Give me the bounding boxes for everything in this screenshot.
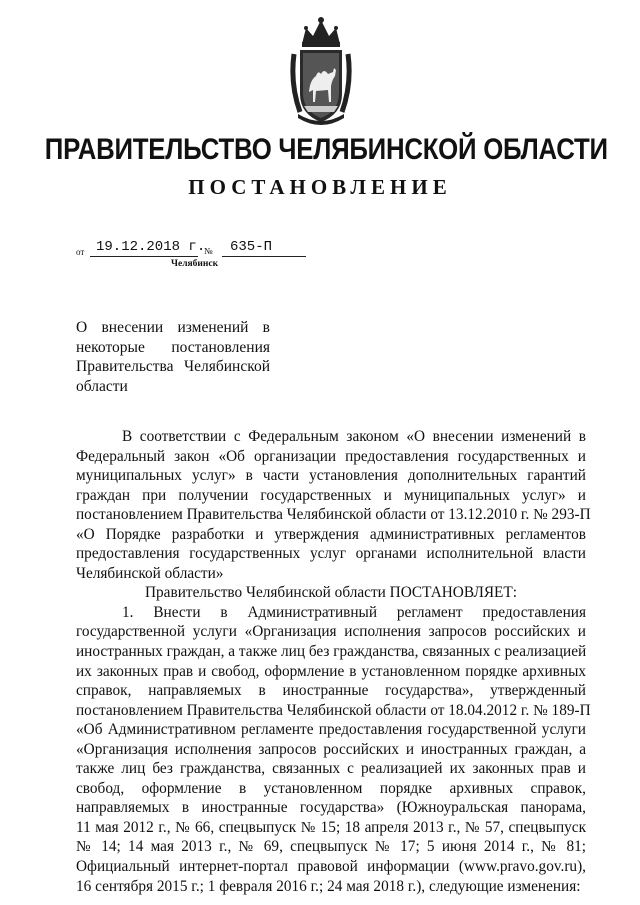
subject-line: Правительства Челябинской <box>76 358 270 375</box>
document-subject <box>76 318 270 396</box>
body-line: иностранных граждан, а также лиц без гражданства, связанных с реализацией <box>76 643 587 661</box>
body-line: Официальный интернет-портал правовой информации (www.pravo.gov.ru), <box>76 858 586 876</box>
body-line: предоставления государственных услуг органами исполнительной власти <box>76 545 586 563</box>
coat-of-arms-emblem <box>288 14 354 130</box>
body-line: 16 сентября 2015 г.; 1 февраля 2016 г.; 24 мая 2018 г.), следующие изменения: <box>76 877 581 895</box>
subject-line: некоторые постановления <box>76 338 270 356</box>
subject-line: О внесении изменений в <box>76 319 270 336</box>
body-line: также лиц без гражданства, связанных с реализацией их законных прав и <box>76 760 586 778</box>
body-line: Федеральный закон «Об организации предоставления государственных и <box>76 447 586 465</box>
body-line: муниципальных услуг» в части установления дополнительных гарантий <box>76 467 586 485</box>
body-line: «О Порядке разработки и утверждения административных регламентов <box>76 525 586 543</box>
number-underline <box>222 256 306 257</box>
subject-line: области <box>76 377 128 395</box>
body-line: В соответствии с Федеральным законом «О внесении изменений в <box>122 428 586 445</box>
city-label: Челябинск <box>171 259 219 269</box>
body-line: государственной услуги «Организация исполнения запросов российских и <box>76 623 586 641</box>
body-line: свобод, оформление в установленном порядке архивных справок, <box>76 779 586 797</box>
body-line: № 14; 14 мая 2013 г., № 69, спецвыпуск № 17; 5 июня 2014 г., № 81; <box>76 838 586 856</box>
body-line: постановлением Правительства Челябинской области от 13.12.2010 г. № 293-П <box>76 506 591 524</box>
document-body <box>76 427 591 896</box>
body-line: справок, направляемых в иностранные государства», утвержденный <box>76 682 586 700</box>
body-line: «Организация исполнения запросов российских и иностранных граждан, а <box>76 740 586 758</box>
document-type-title: ПОСТАНОВЛЕНИЕ <box>188 175 452 199</box>
date-underline <box>90 256 198 257</box>
body-line: 11 мая 2012 г., № 66, спецвыпуск № 15; 18 апреля 2013 г., № 57, спецвыпуск <box>76 818 586 836</box>
number-prefix-label: № <box>204 246 213 256</box>
body-line-resolution: Правительство Челябинской области ПОСТАНОВЛЯЕТ: <box>144 584 517 602</box>
body-line: направляемых в иностранные государства» (Южноуральская панорама, <box>76 799 586 817</box>
document-date: 19.12.2018 г. <box>96 239 206 255</box>
body-line: Челябинской области» <box>76 564 224 582</box>
body-line: постановлением Правительства Челябинской области от 18.04.2012 г. № 189-П <box>76 701 591 719</box>
date-prefix-label: от <box>76 247 85 257</box>
body-line: «Об Административном регламенте предоставления государственной услуги <box>76 721 586 739</box>
body-line: граждан при получении государственных и муниципальных услуг» и <box>76 486 586 504</box>
government-title: ПРАВИТЕЛЬСТВО ЧЕЛЯБИНСКОЙ ОБЛАСТИ <box>44 133 608 166</box>
body-line: их законных прав и свобод, оформление в установленном порядке архивных <box>76 662 586 680</box>
document-number: 635-П <box>230 239 273 255</box>
body-line: 1. Внести в Административный регламент предоставления <box>122 603 586 621</box>
